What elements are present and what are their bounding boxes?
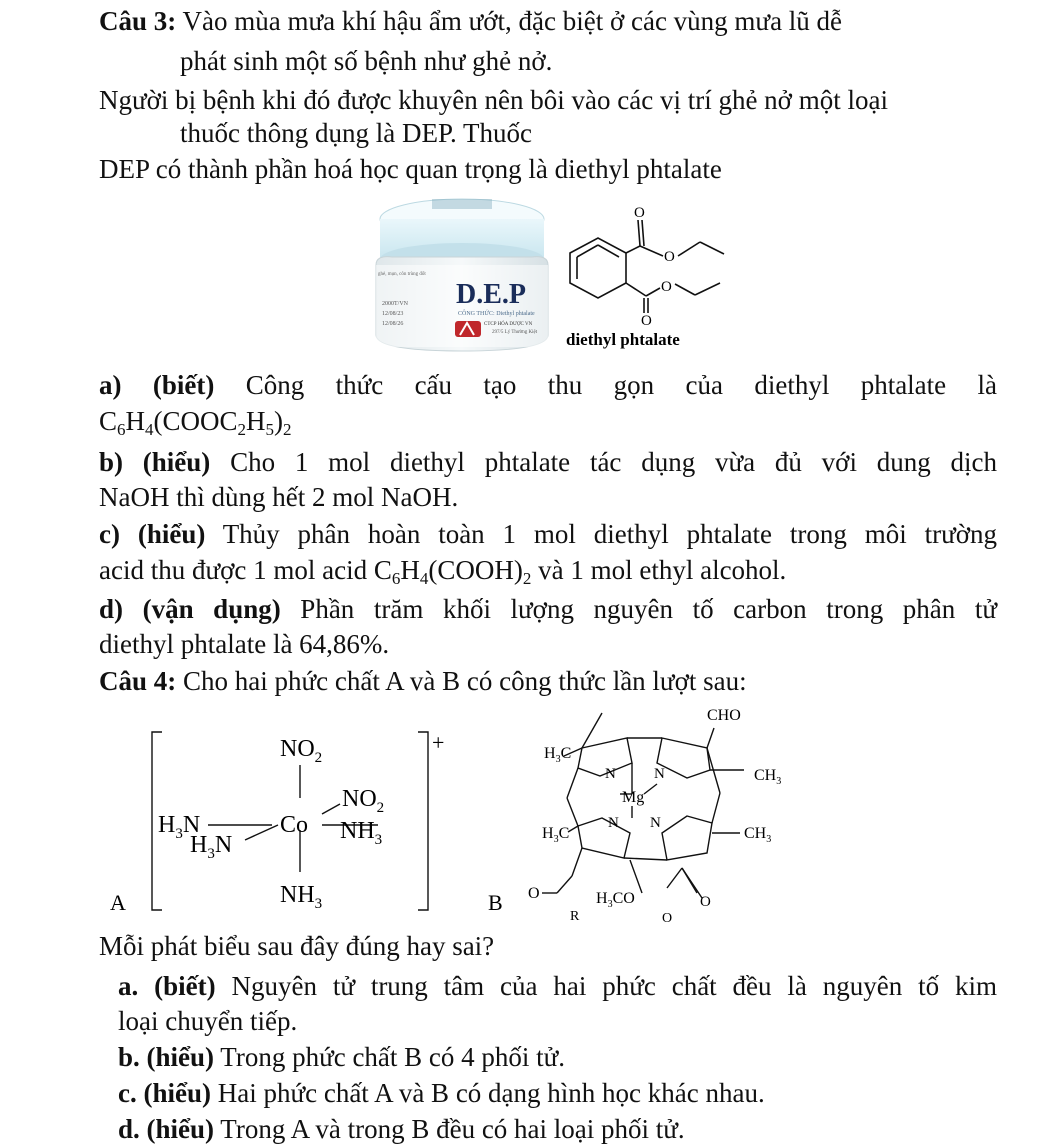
q3-d-label: d) (vận dụng)	[99, 594, 281, 624]
q3-a-line1: a) (biết) Công thức cấu tạo thu gọn của diethyl phtalate là	[99, 370, 998, 400]
structure-o4: O	[641, 313, 652, 329]
q4-c-label: c. (hiểu)	[118, 1078, 211, 1108]
q4-question: Mỗi phát biểu sau đây đúng hay sai?	[99, 931, 495, 961]
complex-b-h3co: $H_3CO$	[596, 890, 635, 910]
q4-b-label: b. (hiểu)	[118, 1042, 215, 1072]
jar-maker: CTCP HÓA DƯỢC VN	[484, 322, 533, 327]
complex-b-n1: N	[605, 766, 616, 782]
complex-a-center: Co	[280, 812, 309, 838]
jar-lot: 2000T/VN	[382, 301, 408, 307]
complex-b-cho: CHO	[707, 707, 741, 724]
q3-a-formula: $C_6H_4(COOC_2H_5)_2$	[99, 406, 292, 439]
q3-b-line2: NaOH thì dùng hết 2 mol NaOH.	[99, 482, 459, 512]
structure-o1: O	[634, 205, 645, 221]
q3-label: Câu 3:	[99, 6, 177, 36]
q4-b: b. (hiểu) Trong phức chất B có 4 phối tử.	[118, 1042, 566, 1072]
complex-a-name: A	[110, 890, 126, 915]
structure-o3: O	[661, 279, 672, 295]
q3-a-label: a) (biết)	[99, 370, 215, 400]
q4-a-line1: a. (biết) Nguyên tử trung tâm của hai phức chất đều là nguyên tố kim	[118, 971, 997, 1001]
q3-c-line2: acid thu được 1 mol acid $C_6H_4(COOH)_2$ và 1 mol ethyl alcohol.	[99, 555, 787, 588]
complex-b-ch3-lower: $CH_3$	[744, 825, 772, 845]
q3-line1: Câu 3: Vào mùa mưa khí hậu ẩm ướt, đặc biệt ở các vùng mưa lũ dễ	[99, 6, 843, 36]
jar-use: ghẻ, mụn, côn trùng đốt	[378, 272, 426, 277]
q3-line3: Người bị bệnh khi đó được khuyên nên bôi vào các vị trí ghẻ nở một loại	[99, 85, 888, 115]
q3-line2: phát sinh một số bệnh như ghẻ nở.	[180, 46, 553, 76]
q4-label: Câu 4:	[99, 666, 177, 696]
q4-a-line2: loại chuyển tiếp.	[118, 1006, 298, 1036]
complex-a-no2-right: $NO_2$	[342, 786, 385, 816]
structure-o2: O	[664, 249, 675, 265]
q3-c-line1: c) (hiểu) Thủy phân hoàn toàn 1 mol diethyl phtalate trong môi trường	[99, 519, 997, 549]
complex-b-n2: N	[654, 766, 665, 782]
jar-brand: D.E.P	[456, 279, 526, 310]
complex-a-nh3-bottom: $NH_3$	[280, 882, 323, 912]
q4-line1: Câu 4: Cho hai phức chất A và B có công thức lần lượt sau:	[99, 666, 747, 696]
jar-date1: 12/08/23	[382, 311, 404, 317]
q3-b-line1: b) (hiểu) Cho 1 mol diethyl phtalate tác dụng vừa đủ với dung dịch	[99, 447, 997, 477]
complex-a-nh3-right: $NH_3$	[340, 818, 383, 848]
complex-b-n3: N	[608, 815, 619, 831]
complex-a	[110, 720, 510, 920]
complex-b	[482, 698, 782, 928]
q3-line5: DEP có thành phần hoá học quan trọng là diethyl phtalate	[99, 154, 722, 184]
q4-c: c. (hiểu) Hai phức chất A và B có dạng hình học khác nhau.	[118, 1078, 765, 1108]
complex-b-name: B	[488, 890, 503, 915]
q4-d: d. (hiểu) Trong A và trong B đều có hai loại phối tử.	[118, 1114, 685, 1144]
diethyl-phtalate-structure	[560, 198, 730, 356]
q3-line4: thuốc thông dụng là DEP. Thuốc	[180, 118, 532, 148]
complex-a-h3n-lower: $H_3N$	[190, 832, 233, 862]
structure-caption: diethyl phtalate	[566, 330, 680, 349]
jar-formula: CÔNG THỨC: Diethyl phtalate	[458, 311, 535, 317]
jar-date2: 12/08/26	[382, 321, 404, 327]
q4-d-label: d. (hiểu)	[118, 1114, 215, 1144]
dep-jar-image	[372, 195, 550, 353]
complex-b-h3c-top: $H_3C$	[544, 745, 572, 765]
complex-b-ch3-right: $CH_3$	[754, 767, 782, 787]
complex-b-mg: Mg	[622, 789, 645, 806]
complex-b-o-bottom: O	[662, 911, 673, 926]
jar-address: 297/5 Lý Thường Kiệt	[492, 330, 538, 335]
complex-b-o-left: O	[528, 885, 540, 902]
complex-a-h3n-left: $H_3N$	[158, 812, 201, 842]
complex-b-h3c-left: $H_3C$	[542, 825, 570, 845]
q3-c-label: c) (hiểu)	[99, 519, 206, 549]
complex-b-n4: N	[650, 815, 661, 831]
complex-a-no2-top: $NO_2$	[280, 736, 323, 766]
complex-b-r: R	[570, 909, 580, 924]
q3-d-line1: d) (vận dụng) Phần trăm khối lượng nguyên tố carbon trong phân tử	[99, 594, 997, 624]
complex-a-charge: +	[432, 730, 445, 755]
q4-a-label: a. (biết)	[118, 971, 216, 1001]
q3-b-label: b) (hiểu)	[99, 447, 211, 477]
complex-b-o-right: O	[700, 894, 711, 910]
q3-d-line2: diethyl phtalate là 64,86%.	[99, 629, 390, 659]
